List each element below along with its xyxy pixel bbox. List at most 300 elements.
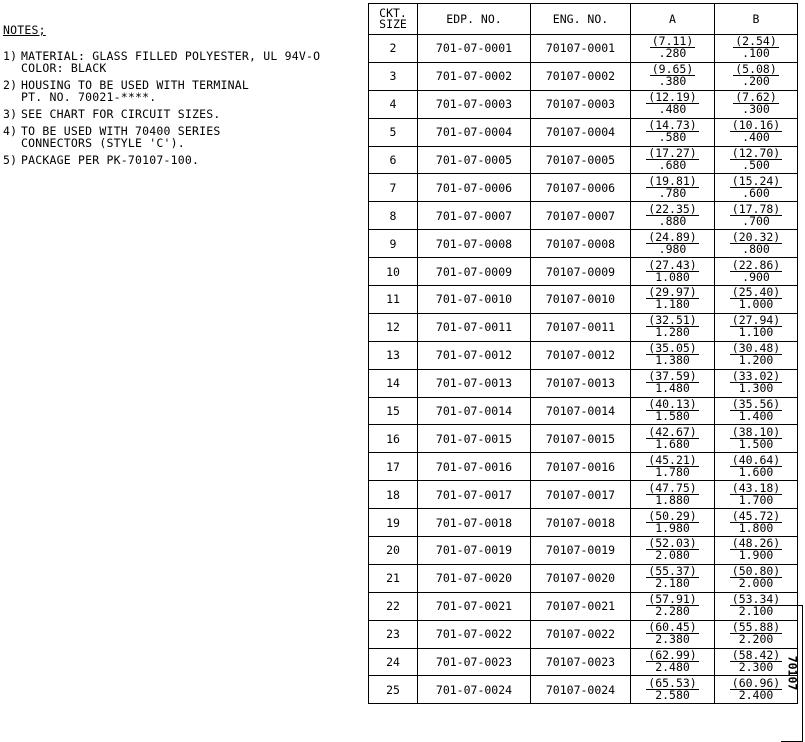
dimension-inch: .980	[658, 241, 687, 256]
dimension-mm: (55.88)	[731, 620, 781, 635]
dimension-value	[730, 538, 782, 561]
table-row	[369, 313, 798, 341]
dimension-inch: 1.780	[655, 464, 690, 479]
eng-no-cell: 70107-0020	[531, 564, 631, 592]
dimension-value	[730, 508, 782, 535]
dimension-inch: .480	[658, 102, 687, 117]
table-row	[369, 62, 798, 90]
edp-no-cell: 701-07-0022	[418, 620, 531, 648]
dimension-mm: (35.05)	[648, 341, 697, 356]
dimension-mm: (9.65)	[651, 62, 694, 77]
ckt-size-cell: 14	[369, 369, 418, 397]
table-row	[369, 676, 798, 704]
dimension-value	[646, 538, 698, 561]
dimension-value	[733, 36, 779, 59]
dim-a-cell	[631, 341, 715, 369]
eng-no-cell: 70107-0004	[531, 118, 631, 146]
note-text: MATERIAL: GLASS FILLED POLYESTER, UL 94V-O COLOR: BLACK	[21, 49, 321, 75]
notes-list	[3, 50, 365, 166]
edp-no-cell: 701-07-0004	[418, 118, 531, 146]
dimension-mm: (15.24)	[731, 173, 781, 188]
note-number: 1)	[3, 49, 18, 63]
ckt-size-cell: 6	[369, 146, 418, 174]
ckt-size-cell: 25	[369, 676, 418, 704]
dimension-mm: (17.27)	[648, 146, 697, 160]
header-a: A	[631, 4, 715, 35]
dim-a-cell	[631, 425, 715, 453]
edp-no-cell: 701-07-0019	[418, 537, 531, 565]
eng-no-cell: 70107-0005	[531, 146, 631, 174]
ckt-size-cell: 7	[369, 174, 418, 202]
dimension-inch: 2.000	[738, 576, 774, 591]
dimension-inch: .380	[658, 74, 687, 89]
dimension-value	[730, 201, 782, 228]
dimension-inch: .600	[742, 185, 770, 200]
dimension-value	[730, 650, 782, 673]
eng-no-cell: 70107-0021	[531, 592, 631, 620]
dim-a-cell	[631, 35, 715, 63]
dimension-mm: (48.26)	[731, 536, 781, 551]
note-number: 4)	[3, 124, 18, 138]
dimension-mm: (65.53)	[648, 675, 697, 690]
dimension-mm: (45.72)	[731, 508, 781, 523]
dimension-mm: (53.34)	[731, 592, 781, 607]
dim-a-cell	[631, 648, 715, 676]
dimension-value	[730, 287, 782, 310]
header-ckt-size: CKT. SIZE	[369, 4, 418, 35]
dimension-inch: .300	[742, 102, 770, 117]
dim-a-cell	[631, 564, 715, 592]
chart-header-row	[369, 4, 798, 35]
dimension-inch: 2.100	[738, 604, 774, 619]
dimension-inch: 1.080	[655, 269, 690, 284]
dimension-mm: (12.19)	[648, 90, 697, 105]
dimension-value	[730, 424, 782, 451]
dimension-inch: 1.300	[738, 381, 774, 396]
eng-no-cell: 70107-0016	[531, 453, 631, 481]
dimension-value	[730, 622, 782, 645]
table-row	[369, 425, 798, 453]
edp-no-cell: 701-07-0011	[418, 313, 531, 341]
eng-no-cell: 70107-0024	[531, 676, 631, 704]
edp-no-cell: 701-07-0024	[418, 676, 531, 704]
dim-a-cell	[631, 118, 715, 146]
edp-no-cell: 701-07-0003	[418, 90, 531, 118]
notes-title: NOTES;	[3, 23, 46, 37]
dimension-inch: 1.980	[655, 520, 690, 535]
dim-a-cell	[631, 369, 715, 397]
table-row	[369, 481, 798, 509]
dimension-inch: 1.800	[738, 520, 774, 535]
note-item	[3, 154, 365, 166]
dimension-value	[730, 371, 782, 394]
edp-no-cell: 701-07-0012	[418, 341, 531, 369]
dimension-value	[730, 594, 782, 617]
side-label: 70107	[785, 655, 799, 690]
table-row	[369, 453, 798, 481]
table-row	[369, 397, 798, 425]
table-row	[369, 341, 798, 369]
ckt-size-cell: 11	[369, 286, 418, 314]
dim-b-cell	[715, 537, 798, 565]
dimension-value	[730, 257, 782, 284]
header-edp-no: EDP. NO.	[418, 4, 531, 35]
dimension-inch: 2.480	[655, 660, 690, 675]
table-row	[369, 230, 798, 258]
dim-a-cell	[631, 509, 715, 537]
eng-no-cell: 70107-0011	[531, 313, 631, 341]
dimension-inch: 2.380	[655, 632, 690, 647]
note-text: TO BE USED WITH 70400 SERIES CONNECTORS (STYLE 'C').	[21, 124, 221, 150]
dimension-mm: (25.40)	[731, 285, 781, 300]
dimension-inch: 1.680	[655, 436, 690, 451]
dim-a-cell	[631, 313, 715, 341]
ckt-size-cell: 5	[369, 118, 418, 146]
dimension-value	[730, 343, 782, 366]
notes-block	[3, 24, 365, 171]
edp-no-cell: 701-07-0018	[418, 509, 531, 537]
note-text: SEE CHART FOR CIRCUIT SIZES.	[21, 107, 221, 121]
dim-b-cell	[715, 202, 798, 230]
dimension-value	[646, 452, 698, 479]
ckt-size-cell: 19	[369, 509, 418, 537]
table-row	[369, 118, 798, 146]
eng-no-cell: 70107-0018	[531, 509, 631, 537]
table-row	[369, 35, 798, 63]
dimension-value	[730, 675, 782, 702]
edp-no-cell: 701-07-0005	[418, 146, 531, 174]
dimension-value	[730, 148, 782, 171]
dimension-value	[730, 173, 782, 200]
dimension-mm: (60.45)	[648, 620, 697, 635]
dimension-inch: 1.380	[655, 353, 690, 368]
dimension-value	[646, 257, 698, 284]
table-row	[369, 620, 798, 648]
dimension-mm: (5.08)	[735, 62, 777, 77]
note-text: PACKAGE PER PK-70107-100.	[21, 153, 200, 167]
dim-b-cell	[715, 313, 798, 341]
ckt-size-cell: 3	[369, 62, 418, 90]
dim-a-cell	[631, 90, 715, 118]
dimension-value	[646, 173, 698, 200]
dimension-mm: (17.78)	[731, 201, 781, 216]
eng-no-cell: 70107-0014	[531, 397, 631, 425]
dimension-value	[730, 315, 782, 338]
dimension-inch: 1.600	[738, 464, 774, 479]
eng-no-cell: 70107-0008	[531, 230, 631, 258]
dim-b-cell	[715, 341, 798, 369]
dimension-mm: (62.99)	[648, 648, 697, 663]
dimension-mm: (37.59)	[648, 369, 697, 384]
dimension-inch: 1.580	[655, 409, 690, 424]
dimension-value	[733, 92, 779, 115]
ckt-size-cell: 13	[369, 341, 418, 369]
eng-no-cell: 70107-0017	[531, 481, 631, 509]
eng-no-cell: 70107-0012	[531, 341, 631, 369]
dimension-mm: (60.96)	[731, 675, 781, 690]
dim-b-cell	[715, 481, 798, 509]
dimension-inch: .280	[658, 46, 687, 61]
table-row	[369, 509, 798, 537]
dimension-inch: 1.700	[738, 492, 774, 507]
dimension-inch: 2.280	[655, 604, 690, 619]
ckt-size-cell: 23	[369, 620, 418, 648]
dim-b-cell	[715, 146, 798, 174]
note-number: 2)	[3, 78, 18, 92]
dimension-mm: (32.51)	[648, 313, 697, 328]
dim-a-cell	[631, 202, 715, 230]
ckt-size-cell: 17	[369, 453, 418, 481]
dimension-value	[646, 148, 698, 171]
dim-b-cell	[715, 118, 798, 146]
edp-no-cell: 701-07-0023	[418, 648, 531, 676]
ckt-size-cell: 21	[369, 564, 418, 592]
dimension-value	[646, 650, 698, 673]
dimension-value	[646, 594, 698, 617]
note-item	[3, 50, 365, 74]
dim-b-cell	[715, 509, 798, 537]
dimension-mm: (7.11)	[651, 34, 694, 49]
dimension-value	[646, 675, 698, 702]
dimension-mm: (30.48)	[731, 341, 781, 356]
ckt-size-cell: 4	[369, 90, 418, 118]
eng-no-cell: 70107-0010	[531, 286, 631, 314]
eng-no-cell: 70107-0002	[531, 62, 631, 90]
dimension-mm: (42.67)	[648, 424, 697, 439]
edp-no-cell: 701-07-0008	[418, 230, 531, 258]
dim-a-cell	[631, 676, 715, 704]
dimension-inch: 1.880	[655, 492, 690, 507]
edp-no-cell: 701-07-0013	[418, 369, 531, 397]
dimension-value	[646, 229, 698, 256]
dimension-mm: (57.91)	[648, 592, 697, 607]
dimension-mm: (33.02)	[731, 369, 781, 384]
ckt-size-cell: 10	[369, 258, 418, 286]
eng-no-cell: 70107-0009	[531, 258, 631, 286]
dimension-inch: 1.180	[655, 297, 690, 312]
edp-no-cell: 701-07-0020	[418, 564, 531, 592]
dimension-inch: .680	[658, 158, 687, 172]
dim-b-cell	[715, 258, 798, 286]
edp-no-cell: 701-07-0021	[418, 592, 531, 620]
dimension-inch: 1.280	[655, 325, 690, 340]
table-row	[369, 258, 798, 286]
ckt-size-cell: 9	[369, 230, 418, 258]
eng-no-cell: 70107-0023	[531, 648, 631, 676]
eng-no-cell: 70107-0001	[531, 35, 631, 63]
dimension-inch: 1.100	[738, 325, 774, 340]
edp-no-cell: 701-07-0002	[418, 62, 531, 90]
table-row	[369, 564, 798, 592]
dimension-inch: 2.180	[655, 576, 690, 591]
dim-b-cell	[715, 35, 798, 63]
dimension-mm: (27.43)	[648, 257, 697, 272]
dimension-inch: .100	[742, 46, 770, 61]
dimension-value	[730, 566, 782, 589]
dimension-inch: 2.300	[738, 660, 774, 675]
dimension-mm: (19.81)	[648, 173, 697, 188]
dimension-value	[730, 480, 782, 507]
ckt-size-cell: 2	[369, 35, 418, 63]
note-item	[3, 79, 365, 103]
dim-b-cell	[715, 174, 798, 202]
edp-no-cell: 701-07-0017	[418, 481, 531, 509]
dimension-inch: .500	[742, 158, 770, 172]
dim-b-cell	[715, 397, 798, 425]
dimension-inch: 1.500	[738, 436, 774, 451]
dimension-value	[646, 315, 698, 338]
dim-b-cell	[715, 564, 798, 592]
dimension-inch: .800	[742, 241, 770, 256]
dimension-inch: .900	[742, 269, 770, 284]
table-row	[369, 592, 798, 620]
dimension-inch: .780	[658, 185, 687, 200]
ckt-size-cell: 15	[369, 397, 418, 425]
dimension-value	[730, 120, 782, 143]
dimension-value	[646, 508, 698, 535]
edp-no-cell: 701-07-0016	[418, 453, 531, 481]
dimension-inch: 1.480	[655, 381, 690, 396]
edp-no-cell: 701-07-0007	[418, 202, 531, 230]
dimension-value	[650, 36, 696, 59]
dimension-inch: .200	[742, 74, 770, 89]
dimension-mm: (22.86)	[731, 257, 781, 272]
dim-a-cell	[631, 397, 715, 425]
side-label-box	[781, 605, 803, 740]
dimension-mm: (58.42)	[731, 648, 781, 663]
eng-no-cell: 70107-0013	[531, 369, 631, 397]
table-row	[369, 286, 798, 314]
ckt-size-cell: 16	[369, 425, 418, 453]
eng-no-cell: 70107-0007	[531, 202, 631, 230]
dimension-mm: (12.70)	[731, 146, 781, 160]
edp-no-cell: 701-07-0015	[418, 425, 531, 453]
edp-no-cell: 701-07-0014	[418, 397, 531, 425]
dim-b-cell	[715, 286, 798, 314]
dimension-value	[730, 452, 782, 479]
dimension-value	[646, 480, 698, 507]
dim-a-cell	[631, 286, 715, 314]
dimension-mm: (35.56)	[731, 397, 781, 412]
dimension-mm: (2.54)	[735, 34, 777, 49]
eng-no-cell: 70107-0006	[531, 174, 631, 202]
dim-a-cell	[631, 481, 715, 509]
table-row	[369, 537, 798, 565]
note-text: HOUSING TO BE USED WITH TERMINAL PT. NO. 70021-****.	[21, 78, 249, 104]
dimension-mm: (50.29)	[648, 508, 697, 523]
eng-no-cell: 70107-0015	[531, 425, 631, 453]
dim-a-cell	[631, 592, 715, 620]
dimension-inch: .400	[742, 130, 770, 145]
dimension-value	[646, 566, 698, 589]
dimension-value	[646, 201, 698, 228]
note-number: 5)	[3, 153, 18, 167]
dimension-inch: 1.200	[738, 353, 774, 368]
ckt-size-cell: 20	[369, 537, 418, 565]
dim-a-cell	[631, 620, 715, 648]
dimension-mm: (45.21)	[648, 452, 697, 467]
dimension-value	[730, 399, 782, 422]
dimension-value	[646, 622, 698, 645]
dimension-inch: 1.400	[738, 409, 774, 424]
dim-b-cell	[715, 369, 798, 397]
table-row	[369, 174, 798, 202]
dimension-mm: (55.37)	[648, 564, 697, 579]
header-b: B	[715, 4, 798, 35]
dimension-inch: .700	[742, 213, 770, 228]
dim-a-cell	[631, 230, 715, 258]
dimension-value	[646, 371, 698, 394]
dimension-value	[730, 229, 782, 256]
dimension-mm: (24.89)	[648, 229, 697, 244]
dim-b-cell	[715, 425, 798, 453]
dimension-mm: (20.32)	[731, 229, 781, 244]
ckt-size-cell: 24	[369, 648, 418, 676]
table-row	[369, 146, 798, 174]
dim-a-cell	[631, 453, 715, 481]
dim-a-cell	[631, 258, 715, 286]
dimension-inch: 2.080	[655, 548, 690, 563]
table-row	[369, 90, 798, 118]
dimension-value	[646, 343, 698, 366]
ckt-size-cell: 22	[369, 592, 418, 620]
dimension-inch: 2.400	[738, 687, 774, 702]
dim-b-cell	[715, 230, 798, 258]
note-item	[3, 125, 365, 149]
note-item	[3, 108, 365, 120]
note-number: 3)	[3, 107, 18, 121]
dimension-mm: (38.10)	[731, 424, 781, 439]
dimension-mm: (10.16)	[731, 118, 781, 133]
dim-b-cell	[715, 90, 798, 118]
header-eng-no: ENG. NO.	[531, 4, 631, 35]
table-row	[369, 202, 798, 230]
dimension-value	[646, 287, 698, 310]
dimension-mm: (47.75)	[648, 480, 697, 495]
dim-a-cell	[631, 62, 715, 90]
dim-a-cell	[631, 537, 715, 565]
eng-no-cell: 70107-0003	[531, 90, 631, 118]
edp-no-cell: 701-07-0001	[418, 35, 531, 63]
ckt-size-cell: 8	[369, 202, 418, 230]
dimension-inch: 2.580	[655, 687, 690, 702]
edp-no-cell: 701-07-0009	[418, 258, 531, 286]
dimension-mm: (29.97)	[648, 285, 697, 300]
ckt-size-cell: 12	[369, 313, 418, 341]
dim-b-cell	[715, 453, 798, 481]
dimension-inch: 2.200	[738, 632, 774, 647]
circuit-size-chart	[368, 3, 798, 704]
dim-a-cell	[631, 174, 715, 202]
eng-no-cell: 70107-0019	[531, 537, 631, 565]
dimension-inch: 1.900	[738, 548, 774, 563]
table-row	[369, 369, 798, 397]
table-row	[369, 648, 798, 676]
dimension-value	[646, 92, 698, 115]
edp-no-cell: 701-07-0006	[418, 174, 531, 202]
dimension-mm: (50.80)	[731, 564, 781, 579]
dimension-mm: (43.18)	[731, 480, 781, 495]
dimension-mm: (14.73)	[648, 118, 697, 133]
dimension-inch: .580	[658, 130, 687, 145]
dimension-value	[650, 64, 696, 87]
dimension-inch: 1.000	[738, 297, 774, 312]
dimension-mm: (7.62)	[735, 90, 777, 105]
dimension-mm: (52.03)	[648, 536, 697, 551]
dimension-value	[646, 120, 698, 143]
eng-no-cell: 70107-0022	[531, 620, 631, 648]
edp-no-cell: 701-07-0010	[418, 286, 531, 314]
